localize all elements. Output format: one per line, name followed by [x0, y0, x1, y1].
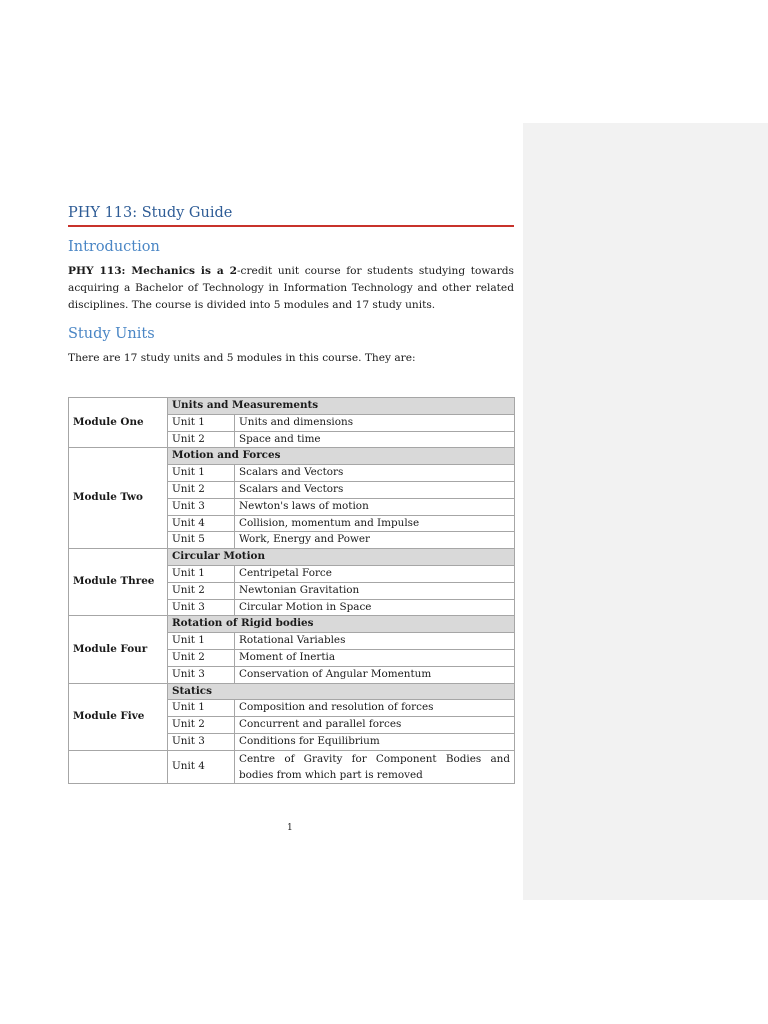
- unit-number: Unit 3: [168, 599, 235, 616]
- unit-topic: Conservation of Angular Momentum: [235, 666, 515, 683]
- empty-module-cell: [69, 750, 168, 783]
- unit-number: Unit 2: [168, 481, 235, 498]
- unit-topic: Collision, momentum and Impulse: [235, 515, 515, 532]
- unit-number: Unit 1: [168, 700, 235, 717]
- unit-topic: Newtonian Gravitation: [235, 582, 515, 599]
- unit-number: Unit 3: [168, 498, 235, 515]
- module-section-row: [69, 549, 515, 566]
- unit-row: [69, 750, 515, 783]
- unit-number: Unit 4: [168, 750, 235, 783]
- study-units-table-body: [69, 398, 515, 784]
- unit-topic: Work, Energy and Power: [235, 532, 515, 549]
- introduction-bold-lead: PHY 113: Mechanics is a 2: [68, 265, 237, 277]
- unit-number: Unit 2: [168, 431, 235, 448]
- unit-topic: Moment of Inertia: [235, 649, 515, 666]
- module-name: Module Two: [69, 448, 168, 549]
- module-section-row: [69, 448, 515, 465]
- unit-number: Unit 1: [168, 414, 235, 431]
- unit-topic: Scalars and Vectors: [235, 481, 515, 498]
- page-number: 1: [287, 823, 293, 833]
- unit-number: Unit 5: [168, 532, 235, 549]
- unit-topic: Circular Motion in Space: [235, 599, 515, 616]
- module-section-title: Circular Motion: [168, 549, 515, 566]
- unit-number: Unit 2: [168, 582, 235, 599]
- study-units-paragraph: There are 17 study units and 5 modules in this course. They are:: [68, 352, 416, 364]
- module-section-title: Motion and Forces: [168, 448, 515, 465]
- module-section-title: Rotation of Rigid bodies: [168, 616, 515, 633]
- module-section-title: Statics: [168, 683, 515, 700]
- unit-number: Unit 2: [168, 717, 235, 734]
- module-section-row: [69, 616, 515, 633]
- module-name: Module Three: [69, 549, 168, 616]
- unit-topic: Newton's laws of motion: [235, 498, 515, 515]
- study-units-heading: Study Units: [68, 326, 155, 342]
- unit-topic: Rotational Variables: [235, 633, 515, 650]
- unit-number: Unit 3: [168, 666, 235, 683]
- introduction-paragraph: [68, 263, 514, 314]
- document-title: PHY 113: Study Guide: [68, 204, 514, 227]
- comment-pane: [523, 123, 768, 900]
- unit-number: Unit 1: [168, 565, 235, 582]
- introduction-text: -credit unit course for students studying towards acquiring a Bachelor of Technology in Information Technology and other related disciplines. The course is divided into 5 modules and 17 study units.: [68, 265, 514, 311]
- unit-topic: Concurrent and parallel forces: [235, 717, 515, 734]
- module-name: Module Four: [69, 616, 168, 683]
- module-name: Module One: [69, 398, 168, 448]
- unit-topic: Centre of Gravity for Component Bodies and bodies from which part is removed: [235, 750, 515, 783]
- module-section-title: Units and Measurements: [168, 398, 515, 415]
- unit-number: Unit 1: [168, 465, 235, 482]
- unit-number: Unit 4: [168, 515, 235, 532]
- unit-topic: Conditions for Equilibrium: [235, 733, 515, 750]
- unit-topic: Composition and resolution of forces: [235, 700, 515, 717]
- unit-topic: Space and time: [235, 431, 515, 448]
- module-name: Module Five: [69, 683, 168, 750]
- module-section-row: [69, 398, 515, 415]
- unit-number: Unit 1: [168, 633, 235, 650]
- unit-topic: Centripetal Force: [235, 565, 515, 582]
- unit-topic: Units and dimensions: [235, 414, 515, 431]
- study-units-table: [68, 397, 515, 784]
- module-section-row: [69, 683, 515, 700]
- unit-topic: Scalars and Vectors: [235, 465, 515, 482]
- unit-number: Unit 2: [168, 649, 235, 666]
- unit-number: Unit 3: [168, 733, 235, 750]
- introduction-heading: Introduction: [68, 239, 160, 255]
